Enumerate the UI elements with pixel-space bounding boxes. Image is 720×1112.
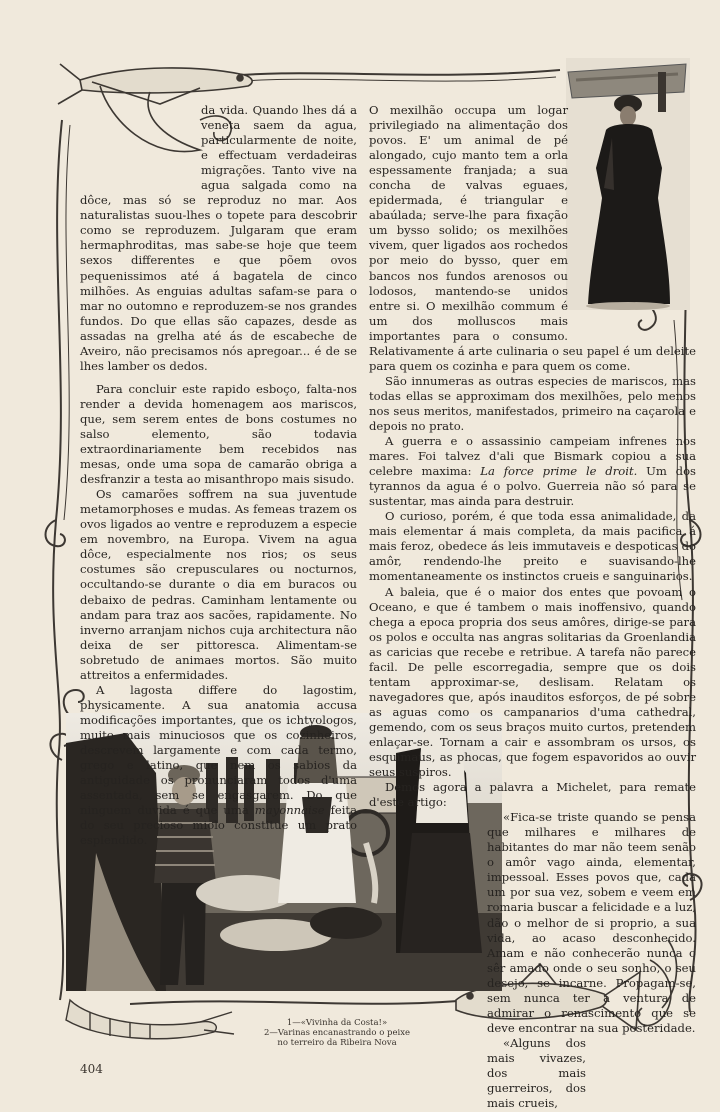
lagosta-text-end: feita do seu precioso miolo constitue um prato esplendido. (80, 803, 357, 848)
paragraph-especies: São innumeras as outras especies de mariscos, mas todas ellas se approximam dos mexilhões, pelo menos nos seus meritos, manifestados, primeiro na caçarola e depois no prato. (369, 373, 696, 433)
paragraph-quote-2: «Alguns dos mais vivazes, dos mais guerreiros, dos mais crueis, (487, 1035, 586, 1111)
fish-wrap-space (80, 103, 201, 179)
paragraph-quote-1: «Fica-se triste quando se pensa que milhares e milhares de habitantes do mar não teem senão o amôr vago ainda, elementar, impessoal. Esses povos que, cada um por sua vez, sobem e veem em romaria buscar a felicidade e a luz, dão o melhor de si proprio, a sua vida, ao acaso desconhecido. Amam e não conhecerão nunca o sêr amado onde o seu sonho, o seu desejo, se incarne. Propagam-se, sem nunca ter a ventura de admirar o renascimento que se deve encontrar na sua posteridade. (487, 810, 696, 1035)
guerra-text-end: Um dos tyrannos da agua é o polvo. Guerreia não só para se sustentar, mas ainda para destruir. (369, 464, 697, 509)
caption-line-3: no terreiro da Ribeira Nova (277, 1038, 397, 1048)
photo-wrap-space (568, 103, 696, 341)
right-text-column (369, 103, 696, 1111)
paragraph-lagosta (80, 683, 357, 849)
left-text-column (80, 103, 357, 848)
guerra-text: A guerra e o assassinio campeiam infrenes nos mares. Foi talvez d'ali que Bismark copiou a sua celebre maxima: (369, 434, 696, 479)
paragraph-mariscos: Para concluir este rapido esboço, falta-nos render a devida homenagem aos mariscos, que, sem serem entes de bons costumes no salso elemento, são todavia extraordinariamente bem recebidos nas mesas, onde uma sopa de camarão obriga a desfranzir a testa ao misanthropo mais sisudo. (80, 381, 357, 487)
page-number: 404 (80, 1062, 103, 1076)
paragraph-curioso: O curioso, porém, é que toda essa animalidade, da mais elementar á mais completa, da mais pacifica á mais feroz, obedece ás leis immutaveis e despoticas do amôr, rendendo-lhe preito e suavisando-lhe momentaneamente os instinctos crueis e sanguinarios. (369, 509, 696, 584)
paragraph-enguias: da vida. Quando lhes dá a veneta saem da agua, particularmente de noite, e effectuam verdadeiras migrações. Tanto vive na agua salgada como na dôce, mas só se reproduz no mar. Aos naturalistas suou-lhes o topete para descobrir como se reproduzem. Julgaram que eram hermaphroditas, mas sabe-se hoje que teem sexos differentes e que põem ovos pequenissimos até á bagatela de cinco milhões. As enguias adultas safam-se para o mar no outomno e reproduzem-se nos grandes fundos. Do que ellas são capazes, desde as assadas na grelha até ás de escabeche de Aveiro, não precisamos nós apregoar... é de se lhes lamber os dedos. (80, 103, 357, 373)
photo-caption (262, 1018, 412, 1048)
paragraph-camaroes: Os camarões soffrem na sua juventude metamorphoses e mudas. As femeas trazem os ovos ligados ao ventre e reproduzem a especie em novembro, na Europa. Vivem na agua dôce, especialmente nos rios; os seus costumes são crepusculares ou nocturnos, occultando-se durante o dia em buracos ou debaixo de pedras. Caminham lentamente ou andam para traz aos sacões, rapidamente. No inverno arranjam nichos cuja architectura não deixa de ser pittoresca. Alimentam-se sobretudo de animaes mortos. São muito attreitos a enfermidades. (80, 487, 357, 682)
paragraph-guerra (369, 434, 696, 509)
caption-line-1: 1—«Vivinha da Costa!» (286, 1018, 388, 1028)
lagosta-text: A lagosta differe do lagostim, physicamente. A sua anatomia accusa modificações importantes, que os ichtyologos, muito mais minuciosos que os cozinheiros, descrevem largamente e com cada termo, grego e latino, que nem os sabios da antiguidade os pronunciaram todos d'uma assentada, sem se engasgarem. Do que ninguem duvida é que uma (80, 682, 357, 818)
bismark-maxim: La force prime le droit. (480, 464, 638, 479)
shrimp-ornament (66, 1000, 234, 1039)
paragraph-baleia: A baleia, que é o maior dos entes que povoam o Oceano, e que é tambem o mais inoffensivo, quando chega a epoca propria dos seus amôres, dirige-se para os polos e occulta nas angras solitarias da Groenlandia as caricias que recebe e retribue. A tarefa não parece facil. De pelle escorregadia, sempre que os dois tentam approximar-se, deslisam. Relatam os navegadores que, após inauditos esforços, de pé sobre as aguas como os campanarios d'uma cathedral, gemendo, com os seus braços muito curtos, pretendem enlaçar-se. Tornam a cair e assombram os ursos, os esquimaus, as phocas, que fogem espavoridos ao ouvir seus suspiros. (369, 584, 696, 780)
caption-line-2: 2—Varinas encanastrando o peixe (263, 1028, 411, 1038)
paragraph-michelet: Demos agora a palavra a Michelet, para remate d'este artigo: (369, 780, 696, 810)
paragraph-mexilhao: O mexilhão occupa um logar privilegiado na alimentação dos povos. E' um animal de pé alongado, cujo manto tem a orla espessamente franjada; a sua concha de valvas eguaes, epidermada, é triangular e abaúlada; serve-lhe para fixação um bysso solido; os mexilhões vivem, quer ligados aos rochedos por meio do bysso, quer em bancos nos fundos arenosos ou lodosos, mantendo-se unidos entre si. O mexilhão commum é um dos molluscos mais importantes para o consumo. Relativamente á arte culinaria o seu papel é um deleite para quem os cozinha e para quem os come. (369, 103, 696, 373)
mayonnaise-word: mayonnaise (254, 803, 325, 818)
